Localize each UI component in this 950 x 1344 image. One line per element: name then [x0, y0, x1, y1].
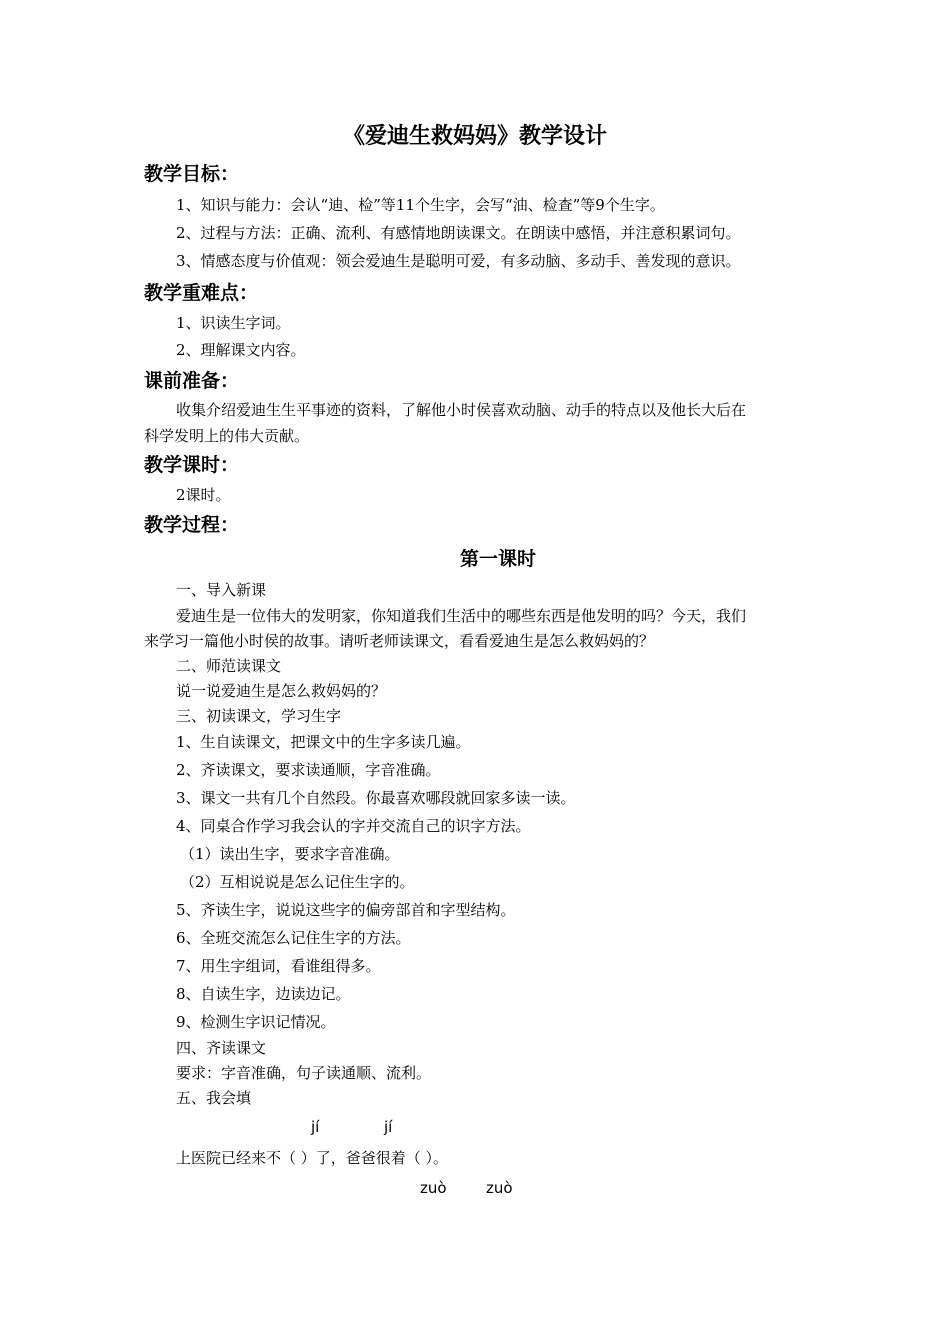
hours-text: 2课时。 — [176, 486, 231, 504]
pinyin-label: zuò — [486, 1179, 513, 1197]
reading-step: 9、检测生字识记情况。 — [176, 1013, 336, 1031]
goals-heading: 教学目标： — [144, 163, 240, 185]
reading-step: 5、齐读生字，说说这些字的偏旁部首和字型结构。 — [176, 901, 516, 919]
key-points-heading: 教学重难点： — [144, 282, 259, 304]
reading-substep: （2）互相说说是怎么记住生字的。 — [180, 873, 415, 891]
first-reading-heading: 三、初读课文，学习生字 — [176, 707, 342, 725]
intro-text-line2: 来学习一篇他小时侯的故事。请听老师读课文，看看爱迪生是怎么救妈妈的？ — [144, 632, 655, 650]
goal-item: 1、知识与能力：会认“迪、检”等11个生字，会写“油、检查”等9个生字。 — [176, 196, 665, 214]
key-point-item: 1、识读生字词。 — [176, 314, 291, 332]
reading-step: 7、用生字组词，看谁组得多。 — [176, 957, 381, 975]
reading-step: 3、课文一共有几个自然段。你最喜欢哪段就回家多读一读。 — [176, 789, 576, 807]
fill-in-sentence: 上医院已经来不（ ）了，爸爸很着（ ）。 — [176, 1149, 449, 1167]
reading-step: 2、齐读课文，要求读通顺，字音准确。 — [176, 761, 441, 779]
reading-step: 6、全班交流怎么记住生字的方法。 — [176, 929, 411, 947]
preparation-text-line2: 科学发明上的伟大贡献。 — [144, 427, 310, 445]
chorus-reading-heading: 四、齐读课文 — [176, 1039, 267, 1057]
reading-step: 4、同桌合作学习我会认的字并交流自己的识字方法。 — [176, 817, 531, 835]
hours-heading: 教学课时： — [144, 454, 240, 476]
document-title: 《爱迪生救妈妈》教学设计 — [342, 123, 607, 149]
goal-item: 2、过程与方法：正确、流利、有感情地朗读课文。在朗读中感悟，并注意积累词句。 — [176, 224, 741, 242]
reading-step: 8、自读生字，边读边记。 — [176, 985, 351, 1003]
fill-in-heading: 五、我会填 — [176, 1089, 252, 1107]
reading-step: 1、生自读课文，把课文中的生字多读几遍。 — [176, 733, 471, 751]
process-heading: 教学过程： — [144, 514, 240, 536]
intro-heading: 一、导入新课 — [176, 581, 267, 599]
reading-substep: （1）读出生字，要求字音准确。 — [180, 845, 400, 863]
preparation-heading: 课前准备： — [144, 370, 240, 392]
preparation-text-line1: 收集介绍爱迪生生平事迹的资料，了解他小时侯喜欢动脑、动手的特点以及他长大后在 — [176, 401, 747, 419]
chorus-reading-text: 要求：字音准确，句子读通顺、流利。 — [176, 1064, 432, 1082]
lesson-title: 第一课时 — [459, 548, 536, 570]
pinyin-label: jí — [384, 1118, 393, 1136]
pinyin-label: jí — [311, 1118, 320, 1136]
key-point-item: 2、理解课文内容。 — [176, 341, 306, 359]
model-reading-heading: 二、师范读课文 — [176, 657, 282, 675]
pinyin-label: zuò — [420, 1179, 447, 1197]
intro-text-line1: 爱迪生是一位伟大的发明家，你知道我们生活中的哪些东西是他发明的吗？今天，我们 — [176, 607, 747, 625]
goal-item: 3、情感态度与价值观：领会爱迪生是聪明可爱，有多动脑、多动手、善发现的意识。 — [176, 252, 741, 270]
model-reading-text: 说一说爱迪生是怎么救妈妈的？ — [176, 682, 387, 700]
